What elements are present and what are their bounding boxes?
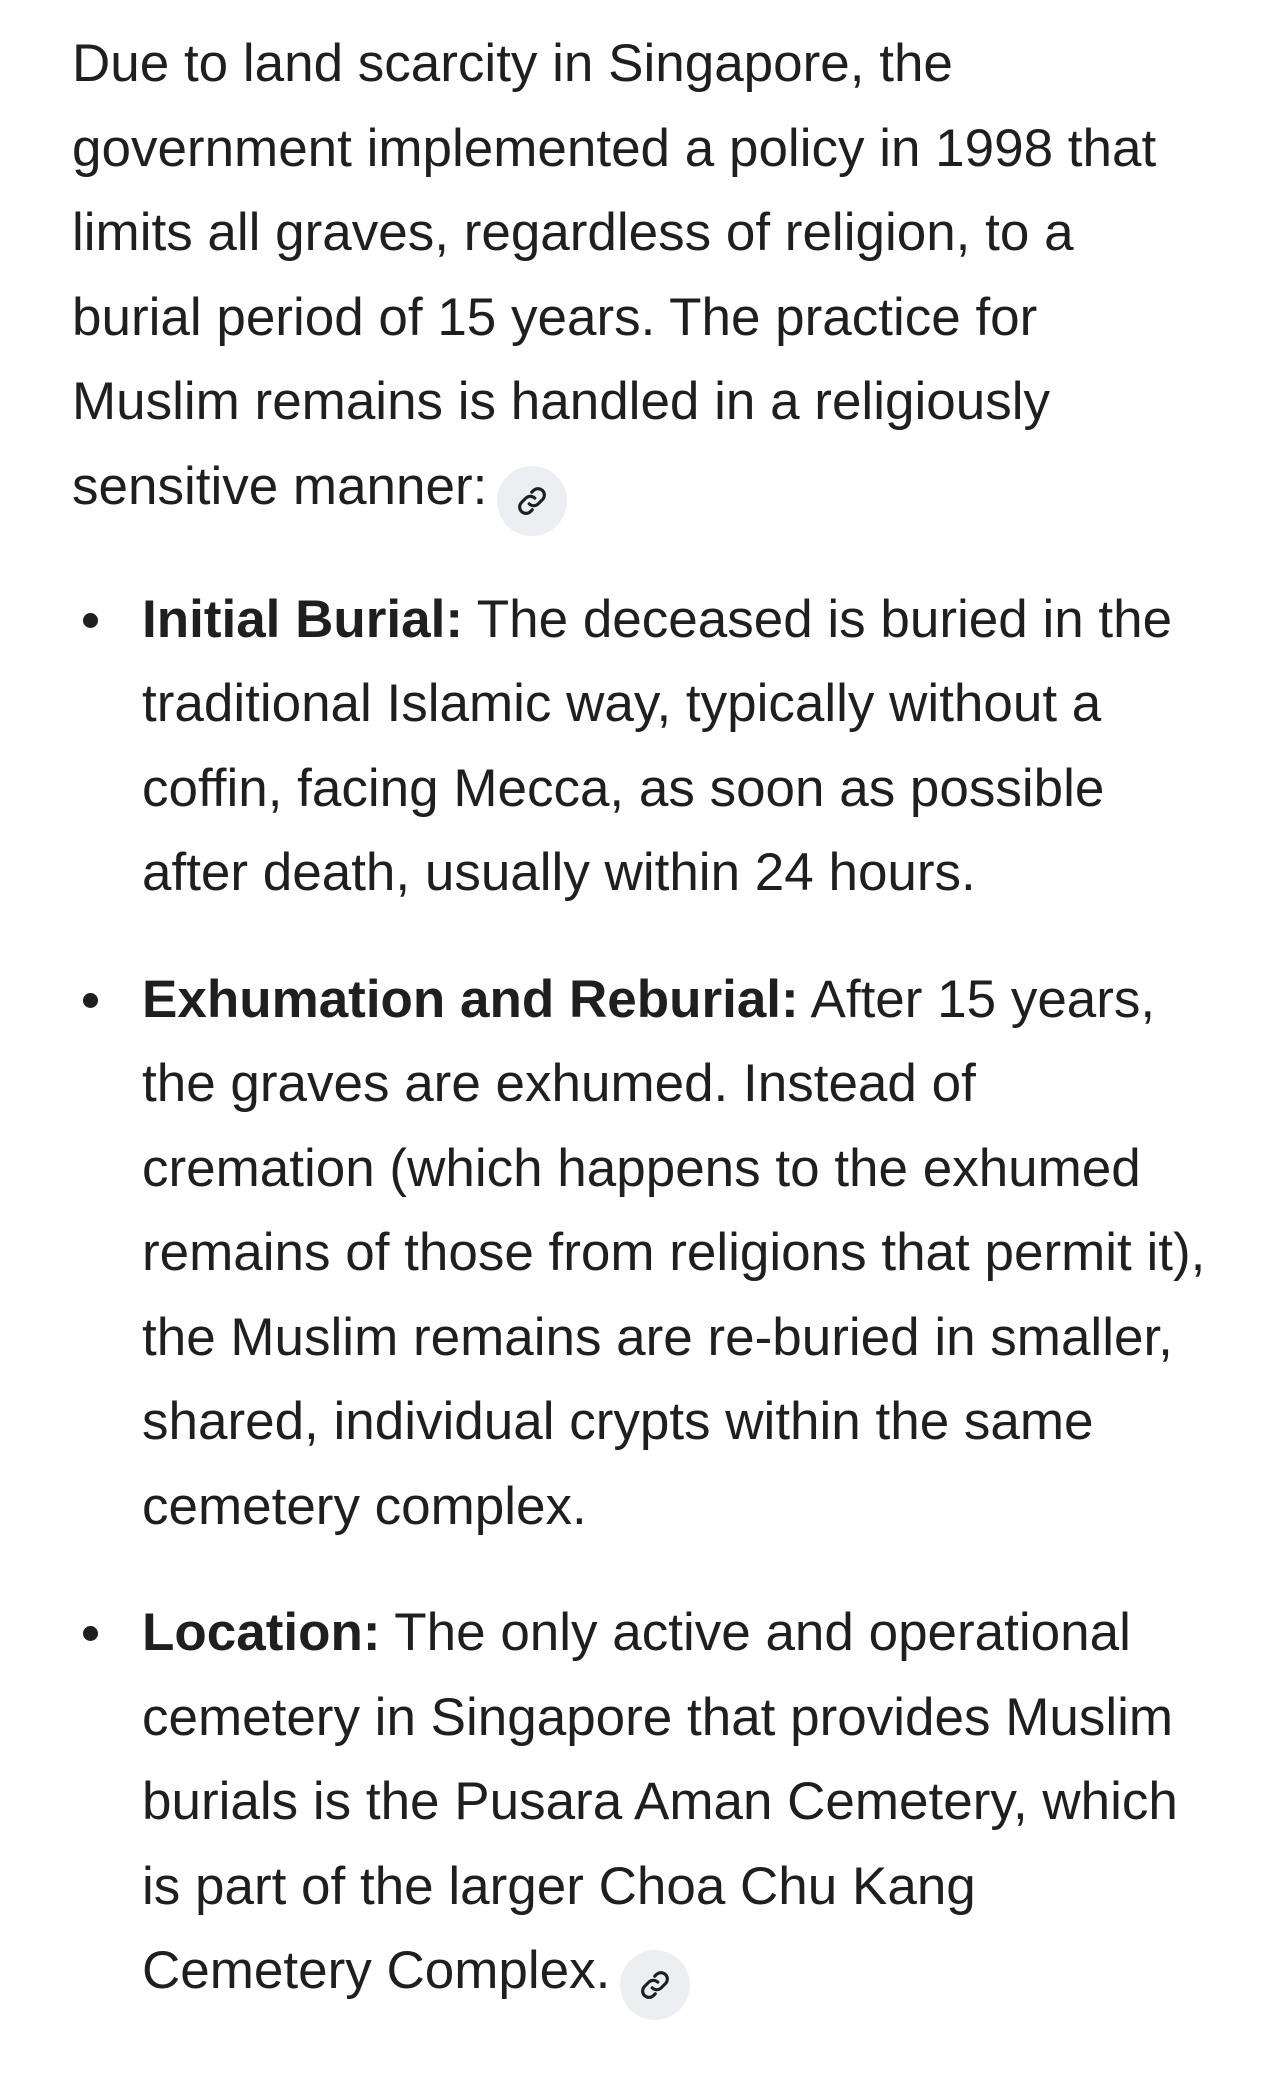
- response-body: [72, 22, 1212, 2020]
- bullet-term: Exhumation and Reburial:: [142, 969, 799, 1029]
- bullet-dot: [83, 1626, 98, 1641]
- bullet-text: After 15 years, the graves are exhumed. Instead of cremation (which happens to the exhumed remains of those from religions that permit it), the Muslim remains are re-buried in smaller, shared, individual crypts within the same cemetery complex.: [142, 969, 1206, 1536]
- intro-text: Due to land scarcity in Singapore, the government implemented a policy in 1998 that limits all graves, regardless of religion, to a burial period of 15 years. The practice for Muslim remains is handled in a religiously sensitive manner:: [72, 34, 1157, 516]
- bullet-list: [72, 578, 1212, 2021]
- bullet-term: Location:: [142, 1603, 381, 1662]
- list-item: [72, 1591, 1212, 2020]
- bullet-dot: [83, 993, 98, 1008]
- link-icon: [515, 484, 549, 518]
- intro-paragraph: [72, 22, 1212, 536]
- source-link-button[interactable]: [497, 466, 567, 536]
- source-link-button[interactable]: [620, 1950, 690, 2020]
- bullet-text: The deceased is buried in the traditional Islamic way, typically without a coffin, facing Mecca, as soon as possible after death, usually within 24 hours.: [142, 589, 1173, 902]
- list-item: [72, 958, 1212, 1550]
- link-icon: [638, 1968, 672, 2002]
- bullet-term: Initial Burial:: [142, 589, 463, 649]
- list-item: [72, 578, 1212, 916]
- bullet-dot: [83, 613, 98, 628]
- bullet-text: The only active and operational cemetery in Singapore that provides Muslim burials is the Pusara Aman Cemetery, which is part of the larger Choa Chu Kang Cemetery Complex.: [142, 1603, 1178, 2000]
